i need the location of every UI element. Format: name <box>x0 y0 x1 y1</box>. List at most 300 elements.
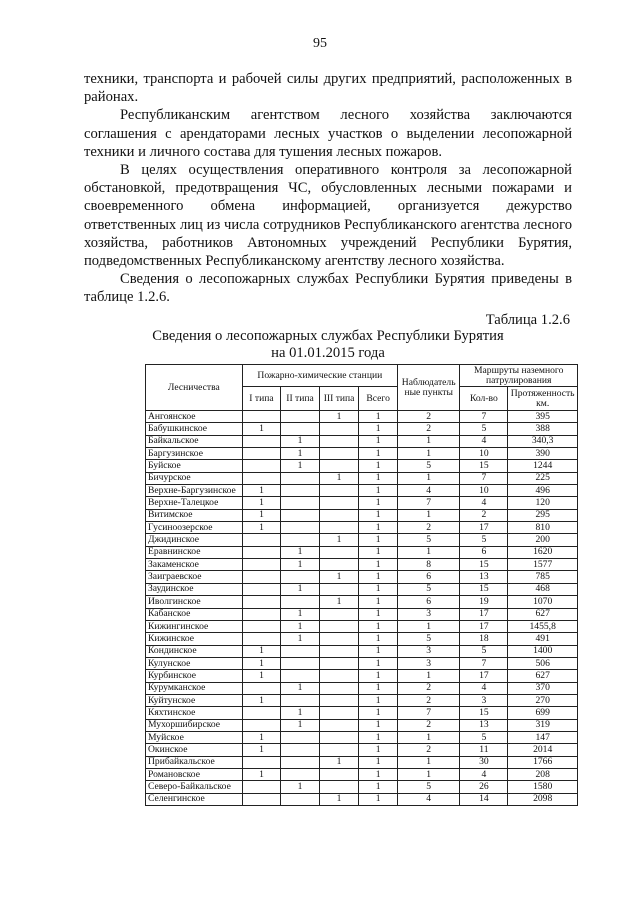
cell-observation: 2 <box>397 694 460 706</box>
cell-type-1 <box>242 411 281 423</box>
cell-type-3: 1 <box>319 472 359 484</box>
cell-forestry: Ангоянское <box>146 411 243 423</box>
table-row <box>146 620 578 632</box>
cell-count: 7 <box>460 411 508 423</box>
cell-type-3 <box>319 485 359 497</box>
table-row <box>146 596 578 608</box>
cell-total: 1 <box>359 534 398 546</box>
cell-count: 10 <box>460 485 508 497</box>
cell-type-3 <box>319 768 359 780</box>
cell-forestry: Верхне-Талецкое <box>146 497 243 509</box>
cell-forestry: Кижингинское <box>146 620 243 632</box>
cell-forestry: Курбинское <box>146 670 243 682</box>
cell-forestry: Куйтунское <box>146 694 243 706</box>
cell-observation: 1 <box>397 546 460 558</box>
cell-forestry: Иволгинское <box>146 596 243 608</box>
cell-type-2: 1 <box>281 719 320 731</box>
cell-count: 3 <box>460 694 508 706</box>
cell-type-3: 1 <box>319 596 359 608</box>
cell-total: 1 <box>359 583 398 595</box>
cell-count: 15 <box>460 559 508 571</box>
table-row <box>146 756 578 768</box>
cell-length: 370 <box>508 682 578 694</box>
cell-type-1 <box>242 460 281 472</box>
cell-count: 4 <box>460 768 508 780</box>
cell-forestry: Витимское <box>146 509 243 521</box>
cell-length: 2098 <box>508 793 578 805</box>
cell-observation: 3 <box>397 608 460 620</box>
cell-forestry: Бабушкинское <box>146 423 243 435</box>
cell-type-3: 1 <box>319 793 359 805</box>
cell-type-3: 1 <box>319 756 359 768</box>
cell-type-3 <box>319 633 359 645</box>
cell-observation: 1 <box>397 768 460 780</box>
cell-length: 225 <box>508 472 578 484</box>
header-type-3: III типа <box>319 387 359 411</box>
cell-type-3 <box>319 448 359 460</box>
cell-forestry: Прибайкальское <box>146 756 243 768</box>
table-row <box>146 423 578 435</box>
cell-forestry: Романовское <box>146 768 243 780</box>
cell-type-3 <box>319 781 359 793</box>
cell-count: 17 <box>460 670 508 682</box>
cell-length: 785 <box>508 571 578 583</box>
cell-length: 120 <box>508 497 578 509</box>
cell-type-3: 1 <box>319 571 359 583</box>
table-row <box>146 472 578 484</box>
table-subtitle: на 01.01.2015 года <box>271 345 385 361</box>
cell-observation: 2 <box>397 719 460 731</box>
cell-total: 1 <box>359 645 398 657</box>
cell-total: 1 <box>359 608 398 620</box>
cell-count: 14 <box>460 793 508 805</box>
body-text <box>84 70 572 307</box>
cell-observation: 1 <box>397 435 460 447</box>
cell-type-1: 1 <box>242 731 281 743</box>
table-row <box>146 460 578 472</box>
cell-forestry: Джидинское <box>146 534 243 546</box>
cell-forestry: Селенгинское <box>146 793 243 805</box>
cell-total: 1 <box>359 423 398 435</box>
cell-type-2 <box>281 744 320 756</box>
cell-forestry: Кижинское <box>146 633 243 645</box>
cell-length: 1620 <box>508 546 578 558</box>
cell-observation: 2 <box>397 744 460 756</box>
cell-observation: 1 <box>397 731 460 743</box>
cell-total: 1 <box>359 670 398 682</box>
cell-type-2 <box>281 534 320 546</box>
cell-observation: 1 <box>397 620 460 632</box>
cell-type-3 <box>319 559 359 571</box>
cell-length: 1244 <box>508 460 578 472</box>
cell-type-3 <box>319 707 359 719</box>
cell-type-1 <box>242 472 281 484</box>
cell-length: 627 <box>508 608 578 620</box>
cell-observation: 5 <box>397 460 460 472</box>
cell-type-3 <box>319 694 359 706</box>
cell-length: 1400 <box>508 645 578 657</box>
cell-type-2: 1 <box>281 707 320 719</box>
cell-total: 1 <box>359 411 398 423</box>
cell-type-2: 1 <box>281 583 320 595</box>
cell-total: 1 <box>359 509 398 521</box>
cell-forestry: Заиграевское <box>146 571 243 583</box>
cell-length: 1455,8 <box>508 620 578 632</box>
cell-forestry: Курумканское <box>146 682 243 694</box>
cell-length: 395 <box>508 411 578 423</box>
table-row <box>146 719 578 731</box>
header-stations: Пожарно-химические станции <box>242 365 397 387</box>
cell-total: 1 <box>359 596 398 608</box>
table-row <box>146 731 578 743</box>
header-type-1: I типа <box>242 387 281 411</box>
cell-type-3 <box>319 657 359 669</box>
cell-count: 30 <box>460 756 508 768</box>
cell-observation: 6 <box>397 596 460 608</box>
cell-type-3 <box>319 719 359 731</box>
cell-type-1 <box>242 448 281 460</box>
cell-type-1 <box>242 559 281 571</box>
cell-count: 4 <box>460 497 508 509</box>
table-row <box>146 781 578 793</box>
cell-count: 18 <box>460 633 508 645</box>
page-number: 95 <box>313 36 327 51</box>
cell-type-2 <box>281 509 320 521</box>
cell-type-3 <box>319 583 359 595</box>
table-row <box>146 522 578 534</box>
cell-type-2: 1 <box>281 435 320 447</box>
table-title: Сведения о лесопожарных службах Республики Бурятия <box>152 328 504 344</box>
paragraph-1: техники, транспорта и рабочей силы других предприятий, расположенных в районах. <box>84 71 572 106</box>
cell-count: 10 <box>460 448 508 460</box>
cell-type-2: 1 <box>281 633 320 645</box>
cell-forestry: Муйское <box>146 731 243 743</box>
cell-observation: 5 <box>397 781 460 793</box>
cell-forestry: Еравнинское <box>146 546 243 558</box>
cell-type-1: 1 <box>242 694 281 706</box>
cell-total: 1 <box>359 744 398 756</box>
cell-count: 5 <box>460 645 508 657</box>
cell-type-1 <box>242 633 281 645</box>
cell-observation: 2 <box>397 423 460 435</box>
table-row <box>146 509 578 521</box>
cell-length: 627 <box>508 670 578 682</box>
cell-length: 319 <box>508 719 578 731</box>
cell-length: 147 <box>508 731 578 743</box>
cell-forestry: Байкальское <box>146 435 243 447</box>
header-routes: Маршруты наземного патрулирования <box>460 365 578 387</box>
cell-type-2 <box>281 645 320 657</box>
cell-type-1: 1 <box>242 768 281 780</box>
cell-forestry: Кяхтинское <box>146 707 243 719</box>
cell-count: 5 <box>460 423 508 435</box>
cell-type-2 <box>281 768 320 780</box>
table-row <box>146 657 578 669</box>
cell-count: 4 <box>460 435 508 447</box>
cell-count: 17 <box>460 608 508 620</box>
table-row <box>146 682 578 694</box>
header-type-2: II типа <box>281 387 320 411</box>
cell-length: 388 <box>508 423 578 435</box>
cell-type-3 <box>319 509 359 521</box>
cell-observation: 2 <box>397 682 460 694</box>
cell-observation: 5 <box>397 633 460 645</box>
cell-length: 491 <box>508 633 578 645</box>
table-row <box>146 485 578 497</box>
cell-forestry: Буйское <box>146 460 243 472</box>
cell-observation: 1 <box>397 509 460 521</box>
cell-length: 1070 <box>508 596 578 608</box>
cell-length: 200 <box>508 534 578 546</box>
cell-type-1 <box>242 793 281 805</box>
cell-type-3 <box>319 744 359 756</box>
table-body <box>146 411 578 806</box>
cell-type-3 <box>319 460 359 472</box>
cell-forestry: Окинское <box>146 744 243 756</box>
cell-type-2 <box>281 793 320 805</box>
cell-total: 1 <box>359 522 398 534</box>
table-row <box>146 583 578 595</box>
cell-length: 2014 <box>508 744 578 756</box>
cell-type-1: 1 <box>242 522 281 534</box>
cell-forestry: Северо-Байкальское <box>146 781 243 793</box>
cell-type-2 <box>281 411 320 423</box>
cell-type-2: 1 <box>281 781 320 793</box>
cell-type-1: 1 <box>242 657 281 669</box>
table-row <box>146 497 578 509</box>
cell-type-3 <box>319 731 359 743</box>
table-row <box>146 448 578 460</box>
cell-total: 1 <box>359 756 398 768</box>
cell-type-2 <box>281 657 320 669</box>
cell-observation: 4 <box>397 485 460 497</box>
cell-total: 1 <box>359 781 398 793</box>
cell-observation: 1 <box>397 448 460 460</box>
paragraph-3: В целях осуществления оперативного контроля за лесопожарной обстановкой, предотвращения ЧС, обусловленных лесными пожарами и своевременного обмена информацией, организуется дежурство ответственных лиц из числа сотрудников Республиканского агентства лесного хозяйства, работников Автономных учреждений Республики Бурятия, подведомственных Республиканскому агентству лесного хозяйства. <box>84 162 572 270</box>
cell-length: 468 <box>508 583 578 595</box>
cell-total: 1 <box>359 546 398 558</box>
cell-observation: 7 <box>397 707 460 719</box>
cell-type-1: 1 <box>242 645 281 657</box>
cell-type-2 <box>281 670 320 682</box>
cell-count: 15 <box>460 707 508 719</box>
cell-observation: 1 <box>397 756 460 768</box>
cell-total: 1 <box>359 448 398 460</box>
cell-type-2 <box>281 497 320 509</box>
cell-count: 26 <box>460 781 508 793</box>
cell-total: 1 <box>359 435 398 447</box>
cell-count: 15 <box>460 460 508 472</box>
cell-count: 6 <box>460 546 508 558</box>
cell-type-1 <box>242 620 281 632</box>
cell-length: 1766 <box>508 756 578 768</box>
cell-forestry: Гусиноозерское <box>146 522 243 534</box>
cell-observation: 8 <box>397 559 460 571</box>
table-label: Таблица 1.2.6 <box>485 312 570 328</box>
cell-type-1 <box>242 608 281 620</box>
cell-observation: 7 <box>397 497 460 509</box>
cell-length: 295 <box>508 509 578 521</box>
table-row <box>146 645 578 657</box>
cell-total: 1 <box>359 768 398 780</box>
cell-type-2: 1 <box>281 620 320 632</box>
cell-type-2: 1 <box>281 460 320 472</box>
cell-type-3 <box>319 522 359 534</box>
cell-type-1: 1 <box>242 509 281 521</box>
cell-type-1: 1 <box>242 423 281 435</box>
cell-length: 270 <box>508 694 578 706</box>
cell-total: 1 <box>359 694 398 706</box>
cell-count: 7 <box>460 472 508 484</box>
cell-type-1: 1 <box>242 485 281 497</box>
cell-total: 1 <box>359 633 398 645</box>
cell-length: 208 <box>508 768 578 780</box>
cell-forestry: Кулунское <box>146 657 243 669</box>
cell-type-2: 1 <box>281 546 320 558</box>
cell-type-1 <box>242 596 281 608</box>
cell-observation: 5 <box>397 534 460 546</box>
header-length: Протяженность км. <box>508 387 578 411</box>
cell-observation: 3 <box>397 645 460 657</box>
cell-type-1 <box>242 435 281 447</box>
cell-forestry: Кабанское <box>146 608 243 620</box>
table-row <box>146 608 578 620</box>
cell-count: 15 <box>460 583 508 595</box>
forest-fire-services-table <box>145 364 578 806</box>
cell-type-2 <box>281 472 320 484</box>
cell-type-2 <box>281 522 320 534</box>
cell-total: 1 <box>359 472 398 484</box>
cell-count: 5 <box>460 731 508 743</box>
cell-total: 1 <box>359 682 398 694</box>
cell-total: 1 <box>359 657 398 669</box>
cell-type-3 <box>319 546 359 558</box>
table-row <box>146 768 578 780</box>
cell-observation: 2 <box>397 522 460 534</box>
cell-type-2: 1 <box>281 559 320 571</box>
cell-observation: 4 <box>397 793 460 805</box>
header-observation: Наблюдатель ные пункты <box>397 365 460 411</box>
table-row <box>146 633 578 645</box>
cell-length: 340,3 <box>508 435 578 447</box>
cell-length: 1577 <box>508 559 578 571</box>
cell-total: 1 <box>359 707 398 719</box>
table-row <box>146 411 578 423</box>
table-row <box>146 571 578 583</box>
cell-type-1 <box>242 756 281 768</box>
cell-type-1 <box>242 682 281 694</box>
cell-type-3 <box>319 682 359 694</box>
cell-count: 2 <box>460 509 508 521</box>
table-row <box>146 670 578 682</box>
cell-type-2 <box>281 596 320 608</box>
cell-count: 11 <box>460 744 508 756</box>
cell-type-1 <box>242 583 281 595</box>
cell-length: 699 <box>508 707 578 719</box>
cell-type-2 <box>281 756 320 768</box>
cell-forestry: Заудинское <box>146 583 243 595</box>
cell-total: 1 <box>359 793 398 805</box>
paragraph-4: Сведения о лесопожарных службах Республики Бурятия приведены в таблице 1.2.6. <box>84 271 572 306</box>
header-count: Кол-во <box>460 387 508 411</box>
paragraph-2: Республиканским агентством лесного хозяйства заключаются соглашения с арендаторами лесных участков о выделении лесопожарной техники и личного состава для тушения лесных пожаров. <box>84 107 572 160</box>
cell-observation: 5 <box>397 583 460 595</box>
cell-length: 390 <box>508 448 578 460</box>
cell-length: 496 <box>508 485 578 497</box>
cell-type-1: 1 <box>242 744 281 756</box>
cell-total: 1 <box>359 731 398 743</box>
cell-observation: 2 <box>397 411 460 423</box>
cell-count: 5 <box>460 534 508 546</box>
cell-type-1 <box>242 707 281 719</box>
cell-type-2 <box>281 485 320 497</box>
table-row <box>146 707 578 719</box>
table-row <box>146 694 578 706</box>
table-row <box>146 534 578 546</box>
cell-count: 13 <box>460 571 508 583</box>
cell-count: 13 <box>460 719 508 731</box>
cell-total: 1 <box>359 559 398 571</box>
header-total: Всего <box>359 387 398 411</box>
cell-type-2 <box>281 423 320 435</box>
cell-length: 810 <box>508 522 578 534</box>
cell-length: 506 <box>508 657 578 669</box>
table-row <box>146 793 578 805</box>
cell-type-3 <box>319 620 359 632</box>
cell-forestry: Мухоршибирское <box>146 719 243 731</box>
cell-type-2 <box>281 694 320 706</box>
cell-total: 1 <box>359 497 398 509</box>
cell-forestry: Бичурское <box>146 472 243 484</box>
table-row <box>146 435 578 447</box>
cell-total: 1 <box>359 571 398 583</box>
cell-type-2 <box>281 571 320 583</box>
cell-forestry: Верхне-Баргузинское <box>146 485 243 497</box>
cell-type-3: 1 <box>319 411 359 423</box>
cell-type-3 <box>319 423 359 435</box>
cell-count: 4 <box>460 682 508 694</box>
cell-type-2: 1 <box>281 608 320 620</box>
cell-count: 17 <box>460 522 508 534</box>
cell-count: 19 <box>460 596 508 608</box>
cell-count: 7 <box>460 657 508 669</box>
cell-type-3 <box>319 435 359 447</box>
cell-type-1 <box>242 534 281 546</box>
table-row <box>146 546 578 558</box>
table-row <box>146 559 578 571</box>
cell-type-1 <box>242 719 281 731</box>
cell-type-3 <box>319 645 359 657</box>
cell-type-1: 1 <box>242 497 281 509</box>
cell-forestry: Кондинское <box>146 645 243 657</box>
header-forestry: Лесничества <box>146 365 243 411</box>
cell-type-1 <box>242 571 281 583</box>
cell-type-1: 1 <box>242 670 281 682</box>
cell-type-1 <box>242 546 281 558</box>
cell-type-3 <box>319 497 359 509</box>
table-row <box>146 744 578 756</box>
cell-total: 1 <box>359 719 398 731</box>
table-caption <box>84 328 572 362</box>
cell-observation: 3 <box>397 657 460 669</box>
cell-type-3: 1 <box>319 534 359 546</box>
cell-total: 1 <box>359 485 398 497</box>
cell-observation: 6 <box>397 571 460 583</box>
cell-observation: 1 <box>397 472 460 484</box>
cell-type-1 <box>242 781 281 793</box>
cell-type-2 <box>281 731 320 743</box>
cell-forestry: Баргузинское <box>146 448 243 460</box>
